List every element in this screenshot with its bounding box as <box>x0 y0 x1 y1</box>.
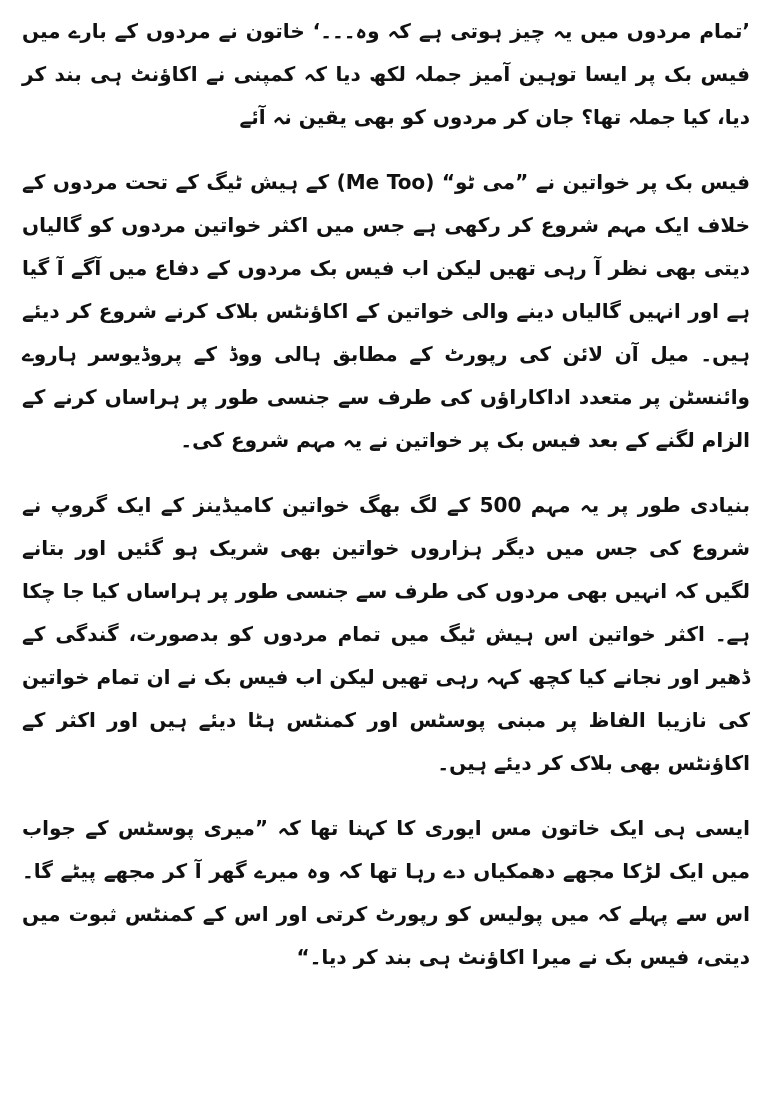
paragraph-intro: فیس بک پر خواتین نے ”می ٹو“ (Me Too) کے ہیش ٹیگ کے تحت مردوں کے خلاف ایک مہم شروع کر رکھی ہے جس میں اکثر خواتین مردوں کو گالیاں دیتی بھی نظر آ رہی تھیں لیکن اب فیس بک مردوں کے دفاع میں آگے آ گیا ہے اور انہیں گالیاں دینے والی خواتین کے اکاؤنٹس بلاک کرنے شروع کر دیئے ہیں۔ میل آن لائن کی رپورٹ کے مطابق ہالی ووڈ کے پروڈیوسر ہاروے وائنسٹن پر متعدد اداکاراؤں کی طرف سے جنسی طور پر ہراساں کرنے کے الزام لگنے کے بعد فیس بک پر خواتین نے یہ مہم شروع کی۔ <box>22 170 751 452</box>
paragraph-campaign: بنیادی طور پر یہ مہم 500 کے لگ بھگ خواتین کامیڈینز کے ایک گروپ نے شروع کی جس میں دیگر ہزاروں خواتین بھی شریک ہو گئیں اور بتانے لگیں کہ انہیں بھی مردوں کی طرف سے جنسی طور پر ہراساں کیا جا چکا ہے۔ اکثر خواتین اس ہیش ٹیگ میں تمام مردوں کو بدصورت، گندگی کے ڈھیر اور نجانے کیا کچھ کہہ رہی تھیں لیکن اب فیس بک نے ان تمام خواتین کی نازیبا الفاظ پر مبنی پوسٹس اور کمنٹس ہٹا دیئے ہیں اور اکثر کے اکاؤنٹس بھی بلاک کر دیئے ہیں۔ <box>22 493 750 775</box>
paragraph-headline: ’تمام مردوں میں یہ چیز ہوتی ہے کہ وہ۔۔۔‘ خاتون نے مردوں کے بارے میں فیس بک پر ایسا توہین آمیز جملہ لکھ دیا کہ کمپنی نے اکاؤنٹ ہی بند کر دیا، کیا جملہ تھا؟ جان کر مردوں کو بھی یقین نہ آئے <box>22 19 750 129</box>
paragraph-quote: ایسی ہی ایک خاتون مس ایوری کا کہنا تھا کہ ”میری پوسٹس کے جواب میں ایک لڑکا مجھے دھمکیاں دے رہا تھا کہ وہ میرے گھر آ کر مجھے پیٹے گا۔ اس سے پہلے کہ میں پولیس کو رپورٹ کرتی اور اس کے کمنٹس ثبوت میں دیتی، فیس بک نے میرا اکاؤنٹ ہی بند کر دیا۔“ <box>22 816 750 969</box>
article-body <box>22 10 750 1102</box>
